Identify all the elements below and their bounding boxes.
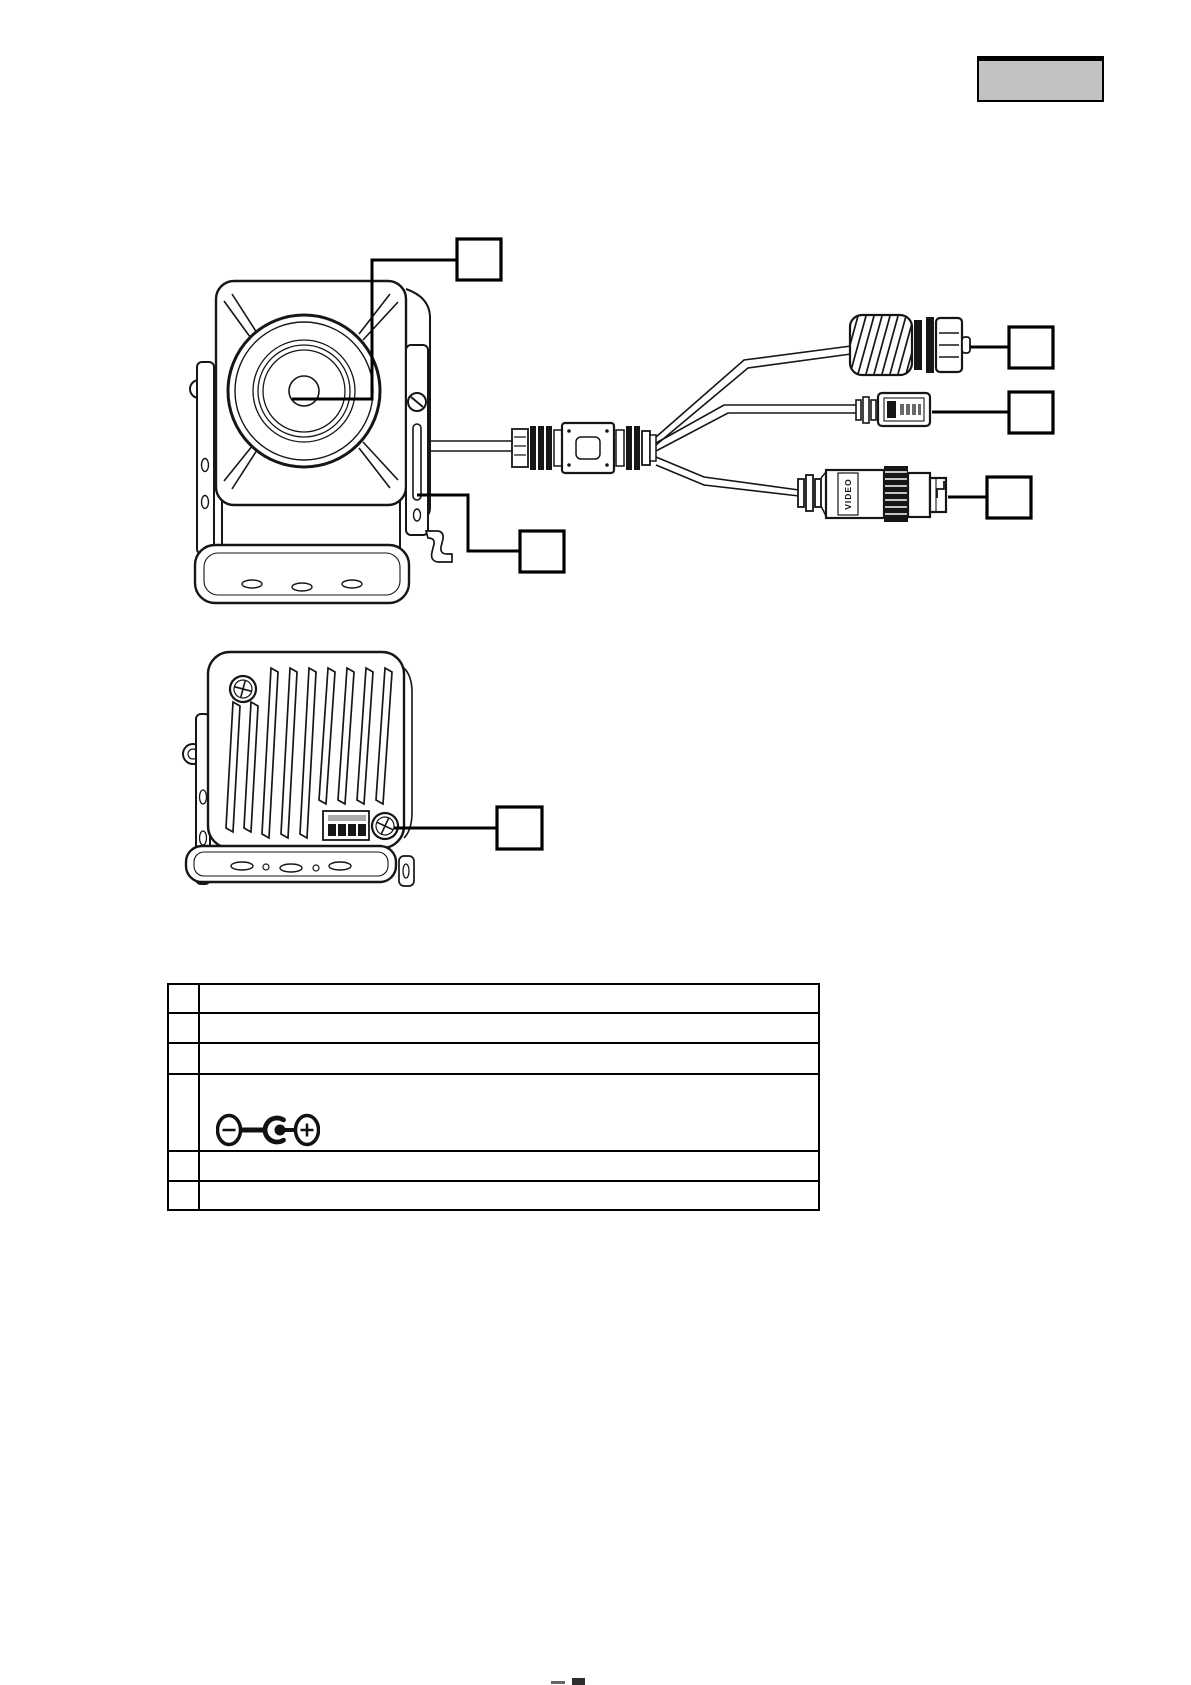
table-cell-number	[169, 1014, 200, 1042]
network-connector	[842, 315, 970, 375]
cable-splitter	[512, 423, 656, 473]
footer-dash	[551, 1681, 565, 1684]
bracket-callout-line	[417, 495, 520, 551]
table-cell-description	[200, 1044, 818, 1073]
dc-callout-box	[1009, 392, 1053, 433]
table-row	[169, 1152, 818, 1182]
table-cell-description	[200, 1014, 818, 1042]
video-callout-box	[987, 477, 1031, 518]
table-cell-description	[200, 985, 818, 1012]
table-cell-description	[200, 1075, 818, 1150]
side-tab	[399, 856, 414, 886]
table-cell-number	[169, 985, 200, 1012]
mounting-clip	[426, 531, 452, 562]
bracket-right	[406, 345, 428, 535]
lens-aperture	[289, 376, 319, 406]
network-callout-box	[1009, 327, 1053, 368]
dc-polarity-diagram-icon	[216, 1113, 320, 1147]
dc-power-connector	[856, 393, 930, 426]
spec-table	[167, 983, 820, 1211]
table-cell-number	[169, 1182, 200, 1209]
table-cell-description	[200, 1152, 818, 1180]
table-row-polarity	[169, 1075, 818, 1152]
table-cell-number	[169, 1075, 200, 1150]
plus-sign	[301, 1124, 314, 1137]
lens-callout-box	[457, 239, 501, 280]
terminal-label-marks	[328, 815, 366, 821]
camera-back-view-figure	[183, 652, 542, 886]
camera-front-view-figure	[190, 239, 1053, 603]
table-row	[169, 1014, 818, 1044]
table-cell-number	[169, 1152, 200, 1180]
bracket-callout-box	[520, 531, 564, 572]
terminal-callout-box	[497, 807, 542, 849]
table-cell-description	[200, 1182, 818, 1209]
footer-mark	[572, 1678, 585, 1685]
terminal-block	[323, 811, 369, 840]
bnc-video-connector	[798, 466, 946, 522]
pigtail-cable	[429, 441, 512, 451]
lens-assembly	[228, 315, 380, 467]
footer-fragment	[551, 1678, 589, 1685]
table-row	[169, 985, 818, 1014]
table-row	[169, 1182, 818, 1209]
video-label: VIDEO	[843, 478, 853, 510]
table-row	[169, 1044, 818, 1075]
camera-base	[195, 500, 409, 603]
table-cell-number	[169, 1044, 200, 1073]
camera-back-base	[186, 846, 396, 882]
bracket-left	[190, 362, 214, 554]
